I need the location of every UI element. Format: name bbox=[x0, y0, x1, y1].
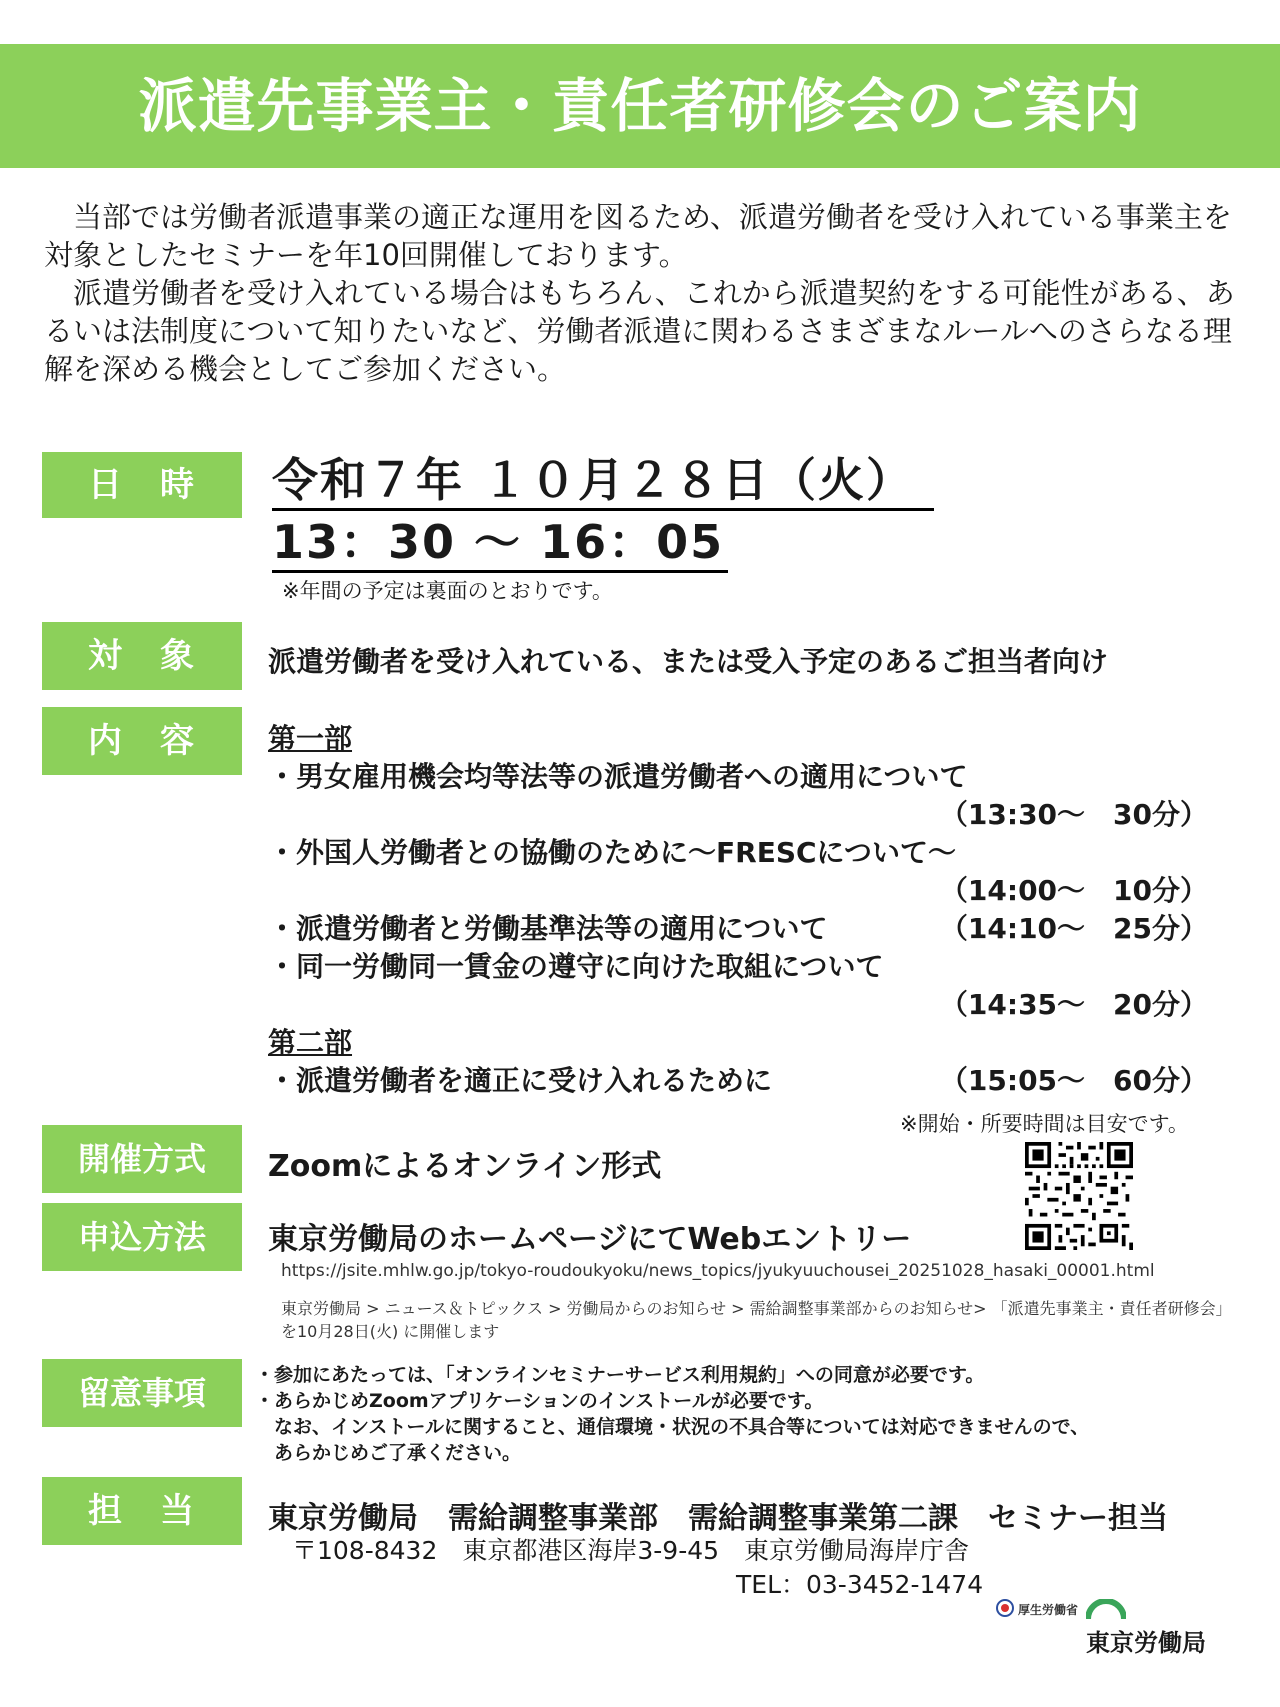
label-content: 内 容 bbox=[42, 707, 242, 775]
label-apply: 申込方法 bbox=[42, 1203, 242, 1271]
label-notes: 留意事項 bbox=[42, 1359, 242, 1427]
ministry-logo-icon bbox=[996, 1599, 1014, 1617]
breadcrumb: 東京労働局 > ニュース＆トピックス > 労働局からのお知らせ > 需給調整事業部からのお知らせ> 「派遣先事業主・責任者研修会」を10月28日(火) に開催します bbox=[281, 1299, 1232, 1341]
notes-list bbox=[255, 1362, 1255, 1466]
intro-text bbox=[44, 198, 1244, 388]
program-item-title: ・派遣労働者を適正に受け入れるために bbox=[268, 1064, 773, 1097]
program-item-time: （13:30～ 30分） bbox=[939, 798, 1208, 831]
contact-department: 東京労働局 需給調整事業部 需給調整事業第二課 セミナー担当 bbox=[268, 1501, 1168, 1536]
label-target: 対 象 bbox=[42, 622, 242, 690]
program-content bbox=[268, 720, 1208, 1100]
qr-code-icon[interactable] bbox=[1018, 1142, 1140, 1250]
program-item bbox=[268, 948, 1208, 1024]
note-line: ・参加にあたっては、「オンラインセミナーサービス利用規約」への同意が必要です。 bbox=[255, 1364, 985, 1386]
program-item-time: （15:05～ 60分） bbox=[939, 1064, 1208, 1097]
program-item-time: （14:00～ 10分） bbox=[939, 874, 1208, 907]
part1-heading: 第一部 bbox=[268, 722, 353, 755]
bureau-name: 東京労働局 bbox=[1086, 1629, 1206, 1657]
method-text: Zoomによるオンライン形式 bbox=[268, 1149, 662, 1184]
program-item-title: ・派遣労働者と労働基準法等の適用について bbox=[268, 912, 828, 945]
intro-paragraph-1: 当部では労働者派遣事業の適正な運用を図るため、派遣労働者を受け入れている事業主を対象としたセミナーを年10回開催しております。 bbox=[44, 200, 1232, 272]
contact-address: 〒108-8432 東京都港区海岸3-9-45 東京労働局海岸庁舎 bbox=[292, 1536, 970, 1565]
program-item-time: （14:10～ 25分） bbox=[939, 912, 1208, 945]
event-time: 13：30 ～ 16：05 bbox=[272, 514, 728, 573]
program-item bbox=[268, 834, 1208, 910]
program-item-title: ・同一労働同一賃金の遵守に向けた取組について bbox=[268, 950, 884, 983]
program-item-title: ・男女雇用機会均等法等の派遣労働者への適用について bbox=[268, 760, 968, 793]
program-item-title: ・外国人労働者との協働のために～FRESCについて～ bbox=[268, 836, 956, 869]
time-estimate-note: ※開始・所要時間は目安です。 bbox=[900, 1112, 1189, 1136]
note-line: あらかじめご了承ください。 bbox=[274, 1442, 522, 1464]
program-item bbox=[268, 910, 1208, 948]
label-contact: 担 当 bbox=[42, 1477, 242, 1545]
schedule-note: ※年間の予定は裏面のとおりです。 bbox=[282, 579, 613, 603]
ministry-name: 厚生労働省 bbox=[1018, 1603, 1079, 1617]
note-line: なお、インストールに関すること、通信環境・状況の不具合等については対応できませんので、 bbox=[274, 1416, 1090, 1438]
event-date: 令和７年 １０月２８日（火） bbox=[272, 452, 934, 511]
note-line: ・あらかじめZoomアプリケーションのインストールが必要です。 bbox=[255, 1390, 824, 1412]
bureau-arc-icon bbox=[1086, 1599, 1126, 1619]
program-item bbox=[268, 758, 1208, 834]
program-item bbox=[268, 1062, 1208, 1100]
program-item-time: （14:35～ 20分） bbox=[939, 988, 1208, 1021]
apply-url-link[interactable]: https://jsite.mhlw.go.jp/tokyo-roudoukyoku/news_topics/jyukyuuchousei_20251028_hasaki_00001.html bbox=[281, 1261, 1155, 1281]
intro-paragraph-2: 派遣労働者を受け入れている場合はもちろん、これから派遣契約をする可能性がある、あるいは法制度について知りたいなど、労働者派遣に関わるさまざまなルールへのさらなる理解を深める機会としてご参加ください。 bbox=[44, 276, 1235, 386]
apply-text: 東京労働局のホームページにてWebエントリー bbox=[268, 1222, 912, 1257]
page-title: 派遣先事業主・責任者研修会のご案内 bbox=[138, 72, 1142, 140]
contact-tel: TEL：03-3452-1474 bbox=[736, 1570, 984, 1599]
part2-heading: 第二部 bbox=[268, 1026, 353, 1059]
target-text: 派遣労働者を受け入れている、または受入予定のあるご担当者向け bbox=[268, 645, 1109, 678]
label-method: 開催方式 bbox=[42, 1125, 242, 1193]
title-banner bbox=[0, 44, 1280, 168]
label-datetime: 日 時 bbox=[42, 452, 242, 518]
ministry-logo bbox=[996, 1597, 1226, 1657]
